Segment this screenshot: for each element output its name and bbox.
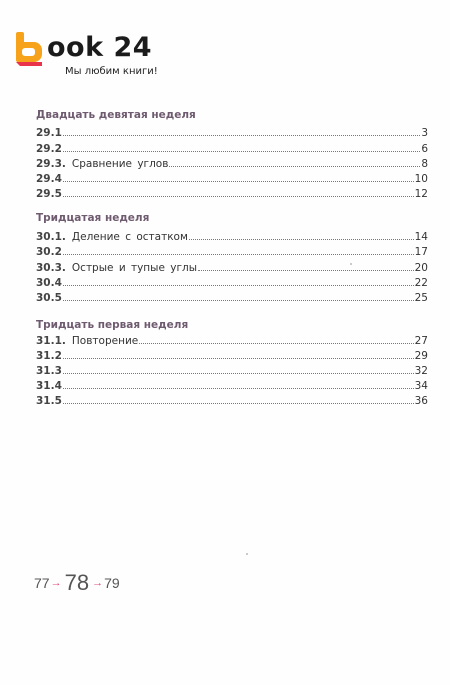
entry-number: 30.2 — [36, 246, 62, 258]
entry-number: 31.1. — [36, 335, 66, 347]
toc-entry[interactable] — [36, 125, 428, 139]
entry-number: 31.3 — [36, 365, 62, 377]
book-b-icon — [16, 32, 44, 66]
entry-number: 29.4 — [36, 173, 62, 185]
toc-entry[interactable] — [36, 244, 428, 258]
entry-title: Повторение — [71, 335, 139, 347]
dot-leader — [63, 387, 414, 389]
entry-number: 29.3. — [36, 158, 66, 170]
arrow-right-icon: → — [50, 577, 62, 589]
prev-page-number[interactable]: 77 — [34, 575, 50, 591]
paper-speck — [246, 553, 248, 555]
toc-entry[interactable] — [36, 363, 428, 377]
dot-leader — [63, 299, 414, 301]
entry-number: 31.4 — [36, 380, 62, 392]
toc-entry[interactable] — [36, 333, 428, 347]
entry-page: 36 — [414, 395, 428, 407]
book24-logo[interactable] — [13, 30, 173, 80]
dot-leader — [63, 150, 420, 152]
toc-entry[interactable] — [36, 156, 428, 170]
logo-tagline: Мы любим книги! — [65, 66, 158, 77]
toc-entry[interactable] — [36, 378, 428, 392]
entry-page: 12 — [414, 188, 428, 200]
toc-entry[interactable] — [36, 290, 428, 304]
entry-page: 20 — [414, 262, 428, 274]
dot-leader — [63, 402, 414, 404]
section-title-week-29: Двадцать девятая неделя — [36, 109, 196, 121]
dot-leader — [63, 357, 414, 359]
toc-entry[interactable] — [36, 171, 428, 185]
dot-leader — [63, 180, 414, 182]
entry-number: 31.5 — [36, 395, 62, 407]
dot-leader — [169, 165, 420, 167]
entry-page: 34 — [414, 380, 428, 392]
entry-number: 30.4 — [36, 277, 62, 289]
toc-entry[interactable] — [36, 275, 428, 289]
toc-entry[interactable] — [36, 348, 428, 362]
section-title-week-31: Тридцать первая неделя — [36, 319, 189, 331]
logo-wordmark: ook 24 — [47, 32, 153, 63]
entry-title: Острые и тупые углы — [71, 262, 197, 274]
entry-number: 29.2 — [36, 143, 62, 155]
entry-page: 8 — [421, 158, 428, 170]
entry-page: 3 — [421, 127, 428, 139]
dot-leader — [63, 372, 414, 374]
entry-page: 6 — [421, 143, 428, 155]
dot-leader — [63, 195, 414, 197]
toc-entry[interactable] — [36, 186, 428, 200]
entry-page: 25 — [414, 292, 428, 304]
paper-speck — [350, 263, 352, 265]
entry-number: 29.1 — [36, 127, 62, 139]
entry-page: 22 — [414, 277, 428, 289]
arrow-right-icon: → — [92, 577, 104, 589]
entry-page: 17 — [414, 246, 428, 258]
dot-leader — [139, 342, 413, 344]
entry-number: 31.2 — [36, 350, 62, 362]
current-page-number: 78 — [64, 570, 90, 595]
entry-number: 30.5 — [36, 292, 62, 304]
dot-leader — [198, 269, 414, 271]
page-navigation — [34, 566, 120, 600]
section-title-week-30: Тридцатая неделя — [36, 212, 150, 224]
entry-title: Деление с остатком — [71, 231, 188, 243]
entry-title: Сравнение углов — [71, 158, 169, 170]
toc-entry[interactable] — [36, 229, 428, 243]
entry-number: 29.5 — [36, 188, 62, 200]
entry-number: 30.1. — [36, 231, 66, 243]
toc-entry[interactable] — [36, 393, 428, 407]
entry-page: 29 — [414, 350, 428, 362]
toc-entry[interactable] — [36, 141, 428, 155]
next-page-number[interactable]: 79 — [104, 575, 120, 591]
entry-page: 10 — [414, 173, 428, 185]
toc-entry[interactable] — [36, 260, 428, 274]
entry-page: 14 — [414, 231, 428, 243]
dot-leader — [63, 253, 414, 255]
dot-leader — [189, 238, 414, 240]
dot-leader — [63, 134, 420, 136]
entry-page: 32 — [414, 365, 428, 377]
entry-page: 27 — [414, 335, 428, 347]
entry-number: 30.3. — [36, 262, 66, 274]
dot-leader — [63, 284, 414, 286]
